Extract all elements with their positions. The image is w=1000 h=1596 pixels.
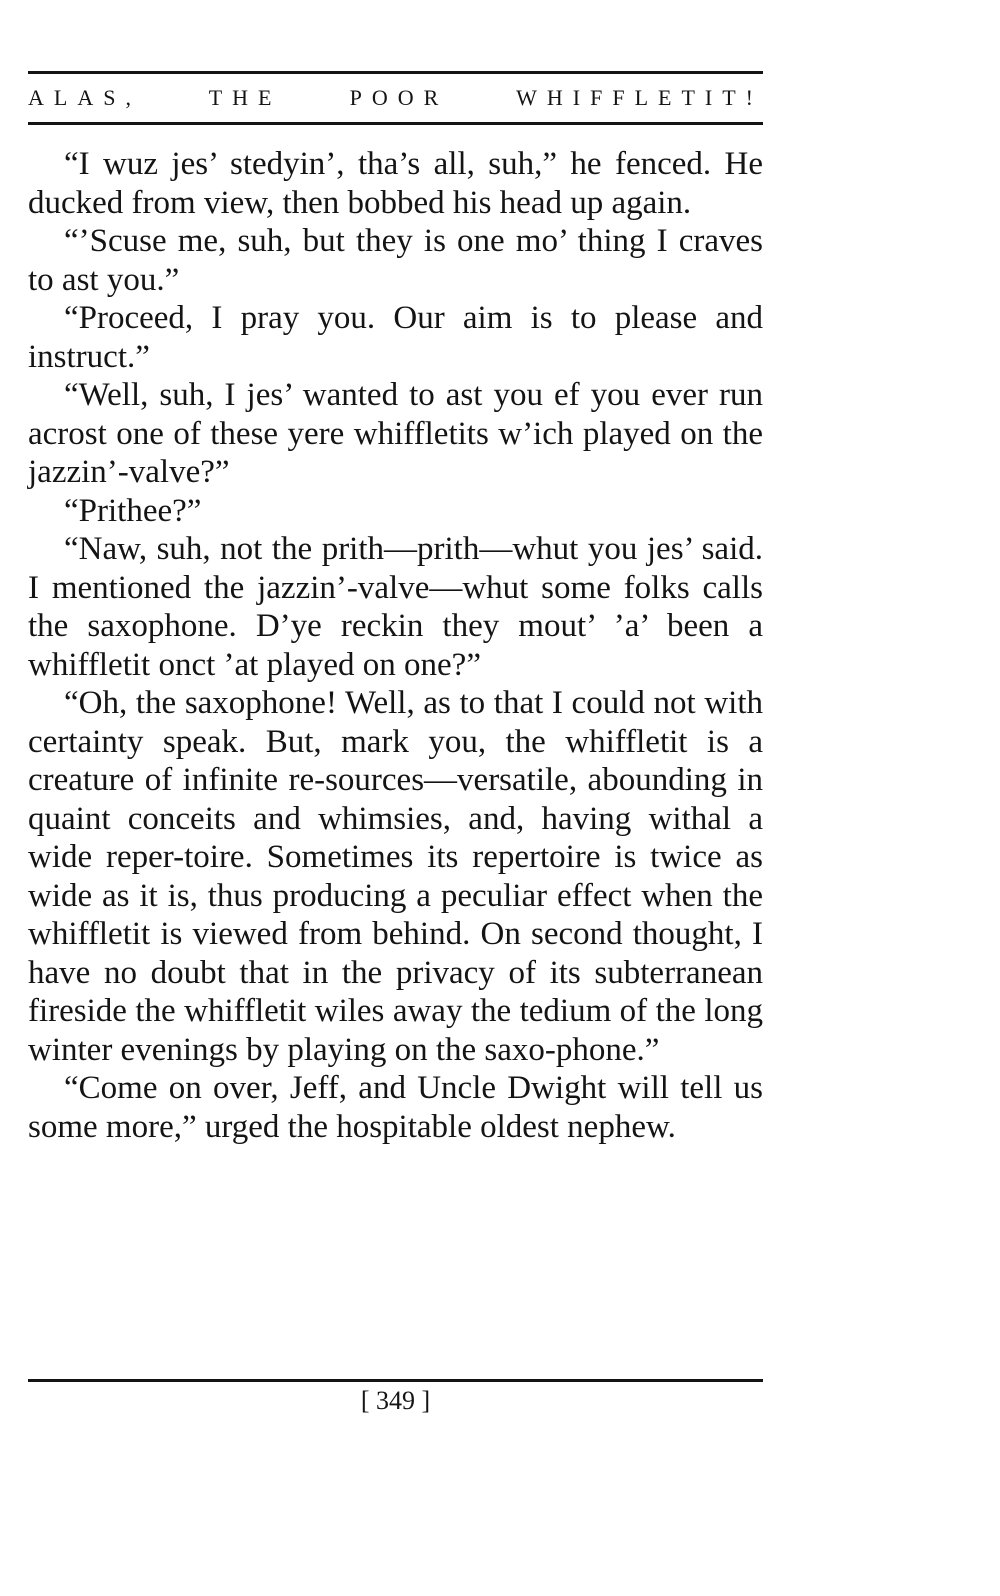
paragraph: “’Scuse me, suh, but they is one mo’ thing I craves to ast you.” (28, 223, 763, 298)
paragraph: “I wuz jes’ stedyin’, tha’s all, suh,” he fenced. He ducked from view, then bobbed his head up again. (28, 146, 763, 221)
running-head-text: ALAS, THE POOR WHIFFLETIT! (28, 85, 763, 110)
page-number: [ 349 ] (360, 1386, 431, 1415)
paragraph: “Oh, the saxophone! Well, as to that I could not with certainty speak. But, mark you, the whiffletit is a creature of infinite re-sources—versatile, abounding in quaint conceits and whimsies, and, having withal a wide reper-toire. Sometimes its repertoire is twice as wide as it is, thus producing a peculiar effect when the whiffletit is viewed from behind. On second thought, I have no doubt that in the privacy of its subterranean fireside the whiffletit wiles away the tedium of the long winter evenings by playing on the saxo-phone.” (28, 685, 763, 1068)
body-text (28, 145, 763, 1146)
paragraph: “Well, suh, I jes’ wanted to ast you ef you ever run acrost one of these yere whiffletits w’ich played on the jazzin’-valve?” (28, 377, 763, 490)
paragraph: “Proceed, I pray you. Our aim is to please and instruct.” (28, 300, 763, 375)
paragraph: “Naw, suh, not the prith—prith—whut you jes’ said. I mentioned the jazzin’-valve—whut some folks calls the saxophone. D’ye reckin they mout’ ’a’ been a whiffletit onct ’at played on one?” (28, 531, 763, 683)
top-rule (28, 71, 763, 74)
running-head (28, 78, 763, 118)
header-rule (28, 122, 763, 125)
paragraph: “Come on over, Jeff, and Uncle Dwight will tell us some more,” urged the hospitable oldest nephew. (28, 1070, 763, 1145)
paragraph: “Prithee?” (64, 492, 202, 529)
